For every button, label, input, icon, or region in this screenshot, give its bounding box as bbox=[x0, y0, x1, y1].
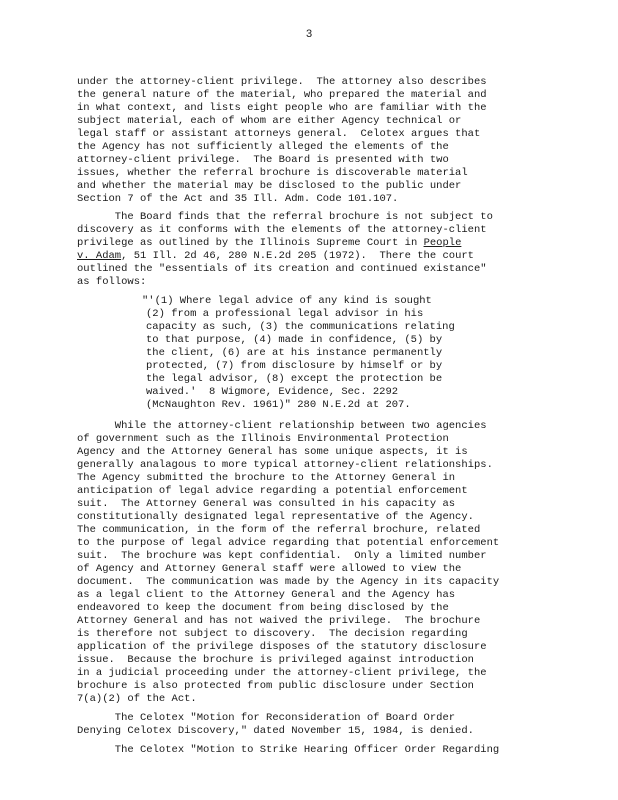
text-line: The Celotex "Motion for Reconsideration of Board Order bbox=[77, 712, 456, 724]
text-line: The Celotex "Motion to Strike Hearing Officer Order Regarding bbox=[77, 744, 500, 756]
text-line: subject material, each of whom are either Agency technical or bbox=[77, 115, 462, 127]
text-line: as follows: bbox=[77, 276, 147, 288]
text-line: anticipation of legal advice regarding a potential enforcement bbox=[77, 485, 468, 497]
text-span: , 51 Ill. 2d 46, 280 N.E.2d 205 (1972). There the court bbox=[121, 250, 474, 262]
text-line: in what context, and lists eight people who are familiar with the bbox=[77, 102, 487, 114]
text-line: brochure is also protected from public disclosure under Section bbox=[77, 680, 474, 692]
text-span: privilege as outlined by the Illinois Supreme Court in bbox=[77, 237, 424, 249]
text-line: suit. The Attorney General was consulted in his capacity as bbox=[77, 498, 456, 510]
text-line: issue. Because the brochure is privileged against introduction bbox=[77, 654, 474, 666]
quote-line: the legal advisor, (8) except the protection be bbox=[146, 373, 443, 385]
text-line: While the attorney-client relationship between two agencies bbox=[77, 420, 487, 432]
text-line: discovery as it conforms with the elements of the attorney-client bbox=[77, 224, 487, 236]
text-line: issues, whether the referral brochure is discoverable material bbox=[77, 167, 468, 179]
text-line: and whether the material may be disclosed to the public under bbox=[77, 180, 462, 192]
page-number: 3 bbox=[305, 29, 313, 41]
text-line: The communication, in the form of the referral brochure, related bbox=[77, 524, 481, 536]
text-line: in a judicial proceeding under the attorney-client privilege, the bbox=[77, 667, 487, 679]
text-line: as a legal client to the Attorney General and the Agency has bbox=[77, 589, 456, 601]
text-line: the Agency has not sufficiently alleged the elements of the bbox=[77, 141, 449, 153]
text-line: suit. The brochure was kept confidential. Only a limited number bbox=[77, 550, 487, 562]
quote-line: (McNaughton Rev. 1961)" 280 N.E.2d at 207. bbox=[146, 399, 411, 411]
text-line: Agency and the Attorney General has some unique aspects, it is bbox=[77, 446, 468, 458]
text-line: to the purpose of legal advice regarding that potential enforcement bbox=[77, 537, 500, 549]
case-name: v. Adam bbox=[77, 250, 122, 262]
text-line: Attorney General and has not waived the privilege. The brochure bbox=[77, 615, 481, 627]
quote-line: "'(1) Where legal advice of any kind is sought bbox=[142, 295, 432, 307]
text-line: document. The communication was made by the Agency in its capacity bbox=[77, 576, 500, 588]
text-line: The Board finds that the referral brochure is not subject to bbox=[77, 211, 493, 223]
quote-line: protected, (7) from disclosure by himself or by bbox=[146, 360, 443, 372]
text-line: of government such as the Illinois Environmental Protection bbox=[77, 433, 449, 445]
text-line: constitutionally designated legal representative of the Agency. bbox=[77, 511, 474, 523]
case-name: People bbox=[423, 237, 462, 249]
text-line: application of the privilege disposes of the statutory disclosure bbox=[77, 641, 487, 653]
text-line: endeavored to keep the document from being disclosed by the bbox=[77, 602, 449, 614]
text-line: attorney-client privilege. The Board is presented with two bbox=[77, 154, 449, 166]
quote-line: waived.' 8 Wigmore, Evidence, Sec. 2292 bbox=[146, 386, 399, 398]
quote-line: (2) from a professional legal advisor in his bbox=[146, 308, 424, 320]
text-line bbox=[77, 250, 474, 263]
quote-line: to that purpose, (4) made in confidence, (5) by bbox=[146, 334, 443, 346]
text-line bbox=[77, 237, 461, 250]
text-line: under the attorney-client privilege. The attorney also describes bbox=[77, 76, 487, 88]
quote-line: capacity as such, (3) the communications relating bbox=[146, 321, 455, 333]
text-line: generally analagous to more typical attorney-client relationships. bbox=[77, 459, 493, 471]
text-line: of Agency and Attorney General staff were allowed to view the bbox=[77, 563, 462, 575]
text-line: outlined the "essentials of its creation and continued existance" bbox=[77, 263, 487, 275]
text-line: 7(a)(2) of the Act. bbox=[77, 693, 197, 705]
text-line: The Agency submitted the brochure to the Attorney General in bbox=[77, 472, 456, 484]
text-line: Section 7 of the Act and 35 Ill. Adm. Code 101.107. bbox=[77, 193, 399, 205]
text-line: Denying Celotex Discovery," dated November 15, 1984, is denied. bbox=[77, 725, 474, 737]
text-line: the general nature of the material, who prepared the material and bbox=[77, 89, 487, 101]
text-line: legal staff or assistant attorneys general. Celotex argues that bbox=[77, 128, 481, 140]
quote-line: the client, (6) are at his instance permanently bbox=[146, 347, 443, 359]
text-line: is therefore not subject to discovery. The decision regarding bbox=[77, 628, 468, 640]
